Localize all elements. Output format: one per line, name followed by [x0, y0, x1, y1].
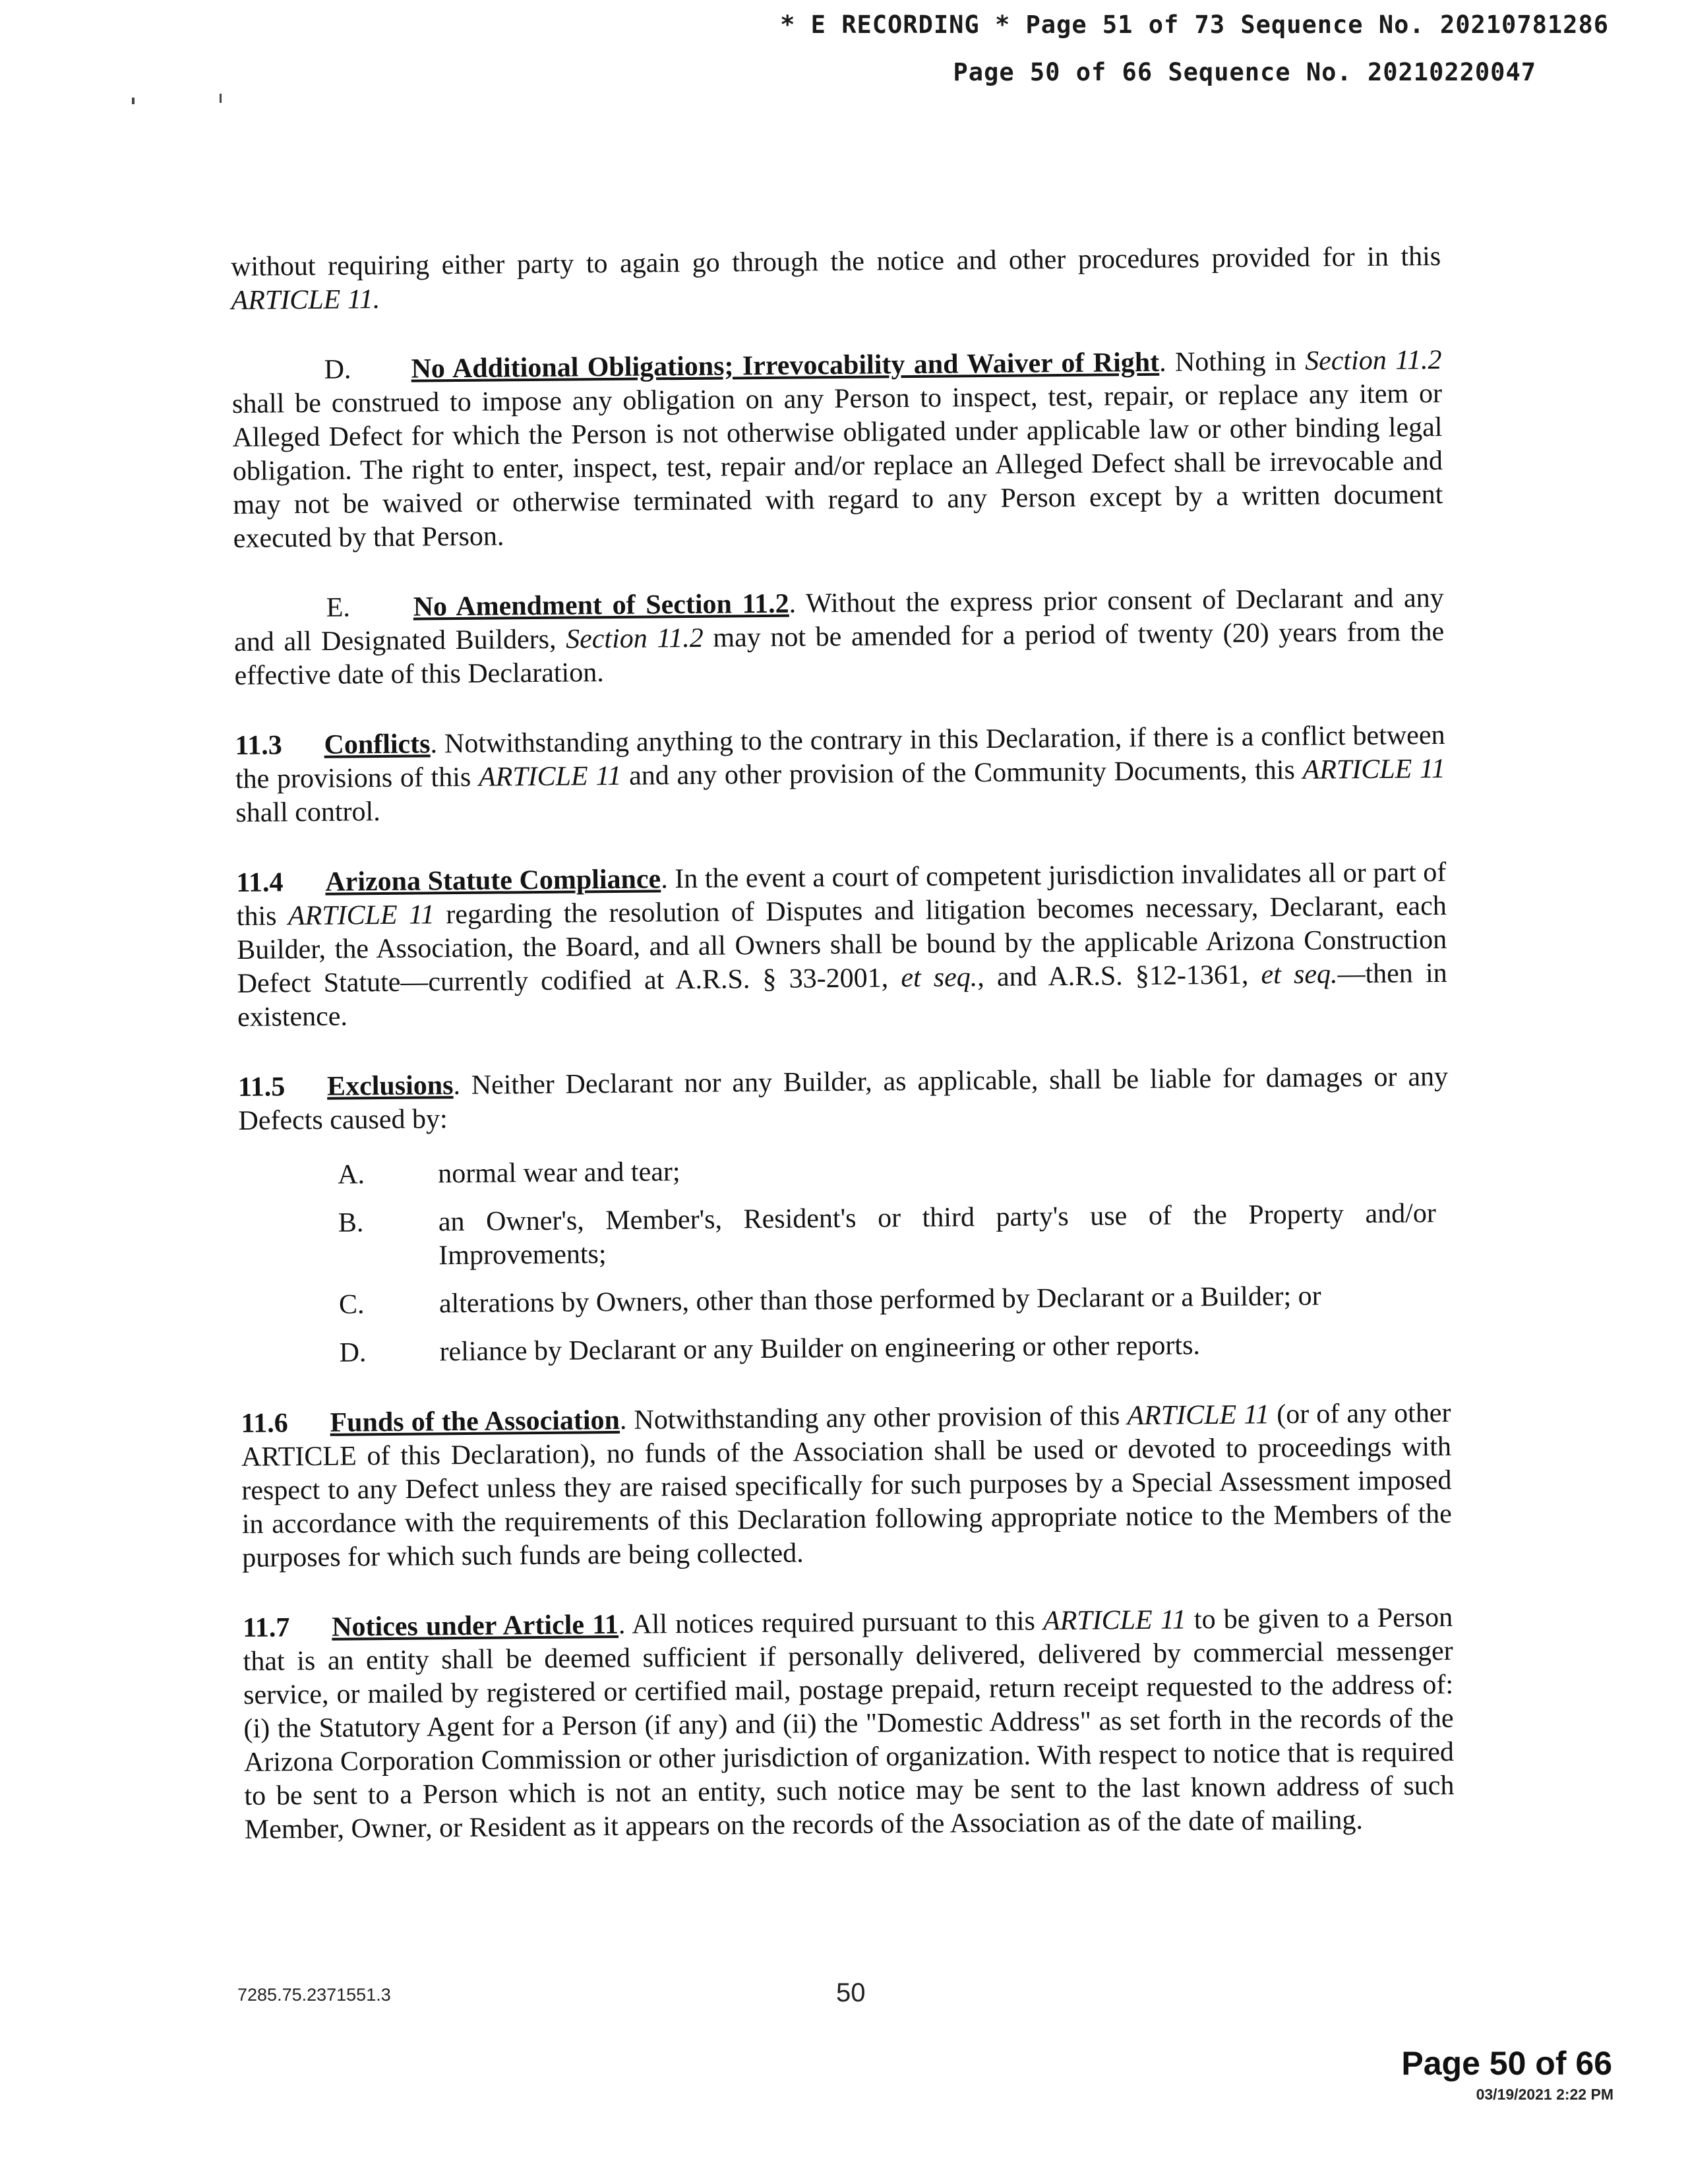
- section-number: 11.6: [241, 1408, 288, 1439]
- section-number: 11.5: [237, 1072, 286, 1103]
- section-number: 11.3: [235, 730, 282, 761]
- section-heading: Exclusions: [326, 1070, 454, 1102]
- article-ref: ARTICLE 11: [1302, 753, 1446, 785]
- section-heading: Notices under Article 11: [332, 1609, 619, 1643]
- section-11-3-paragraph: 11.3 Conflicts. Notwithstanding anything to the contrary in this Declaration, if there is a conflict between the provisions of this ARTICLE 11 and any other provision of the Community Documents, this ARTICLE 11 shall control.: [235, 719, 1446, 828]
- section-heading: Arizona Statute Compliance: [325, 864, 661, 897]
- list-item: [240, 1279, 1450, 1323]
- section-number: 11.4: [236, 867, 284, 898]
- item-label: B.: [338, 1207, 364, 1238]
- section-ref: Section 11.2: [565, 622, 704, 655]
- intro-paragraph: without requiring either party to again go through the notice and other procedures provided for in this ARTICLE 11.: [231, 241, 1441, 316]
- item-text: alterations by Owners, other than those performed by Declarant or a Builder; or: [438, 1281, 1321, 1320]
- article-ref: ARTICLE 11: [478, 760, 622, 793]
- section-heading: Conflicts: [324, 729, 431, 760]
- item-text: reliance by Declarant or any Builder on engineering or other reports.: [439, 1330, 1201, 1368]
- exclusions-list: [239, 1149, 1451, 1371]
- article-ref: ARTICLE 11: [1127, 1399, 1270, 1432]
- section-11-7-paragraph: 11.7 Notices under Article 11. All notices required pursuant to this ARTICLE 11 to be given to a Person that is an entity shall be deemed sufficient if personally delivered, delivered by commercial messenger service, or mailed by registered or certified mail, postage prepaid, return receipt requested to the address of: (i) the Statutory Agent for a Person (if any) and (ii) the "Domestic Address" as set forth in the records of the Arizona Corporation Commission or other jurisdiction of organization. With respect to notice that is required to be sent to a Person which is not an entity, such notice may be sent to the last known address of such Member, Owner, or Resident as it appears on the records of the Association as of the date of mailing.: [243, 1602, 1455, 1845]
- document-body: [231, 240, 1455, 1883]
- section-ref: Section 11.2: [1304, 344, 1442, 377]
- page-count-stamp: Page 50 of 66: [1401, 2045, 1612, 2082]
- article-ref: ARTICLE 11: [1042, 1604, 1186, 1637]
- section-d-paragraph: D. No Additional Obligations; Irrevocability and Waiver of Right. Nothing in Section 11.2 shall be construed to impose any obligation on any Person to inspect, test, repair, or replace any item or Alleged Defect for which the Person is not otherwise obligated under applicable law or other binding legal obligation. The right to enter, inspect, test, repair and/or replace an Alleged Defect shall be irrevocable and may not be waived or otherwise terminated with regard to any Person except by a written document executed by that Person.: [231, 344, 1443, 554]
- section-11-4-paragraph: 11.4 Arizona Statute Compliance. In the event a court of competent jurisdiction invalidates all or part of this ARTICLE 11 regarding the resolution of Disputes and litigation becomes necessary, Declarant, each Builder, the Association, the Board, and all Owners shall be bound by the applicable Arizona Construction Defect Statute—currently codified at A.R.S. § 33-2001, et seq., and A.R.S. §12-1361, et seq.—then in existence.: [236, 857, 1447, 1033]
- scan-speck: [220, 94, 222, 103]
- article-ref: ARTICLE 11.: [231, 284, 380, 316]
- article-ref: ARTICLE 11: [287, 899, 435, 932]
- scan-speck: [132, 98, 135, 104]
- section-heading: Funds of the Association: [330, 1405, 620, 1438]
- recording-stamp: * E RECORDING * Page 51 of 73 Sequence No. 20210781286: [780, 11, 1609, 39]
- item-label: A.: [338, 1159, 365, 1190]
- section-e-paragraph: E. No Amendment of Section 11.2. Without the express prior consent of Declarant and any and all Designated Builders, Section 11.2 may not be amended for a period of twenty (20) years from the effective date of this Declaration.: [233, 582, 1445, 691]
- section-label: D.: [324, 354, 351, 385]
- section-label: E.: [326, 592, 351, 623]
- item-label: C.: [338, 1289, 365, 1320]
- date-stamp: 03/19/2021 2:22 PM: [1476, 2086, 1613, 2103]
- item-text: normal wear and tear;: [438, 1157, 680, 1190]
- item-label: D.: [339, 1337, 367, 1368]
- list-item: [239, 1149, 1449, 1193]
- page-number: 50: [836, 1978, 866, 2007]
- section-11-5-paragraph: 11.5 Exclusions. Neither Declarant nor any Builder, as applicable, shall be liable for damages or any Defects caused by:: [237, 1061, 1449, 1136]
- section-heading: No Additional Obligations; Irrevocability and Waiver of Right: [411, 347, 1160, 384]
- list-item: [240, 1327, 1450, 1371]
- section-heading: No Amendment of Section 11.2: [413, 588, 789, 622]
- item-text: an Owner's, Member's, Resident's or third party's use of the Property and/or Improvements;: [438, 1198, 1437, 1271]
- section-11-6-paragraph: 11.6 Funds of the Association. Notwithstanding any other provision of this ARTICLE 11 (or of any other ARTICLE of this Declaration), no funds of the Association shall be used or devoted to proceedings with respect to any Defect unless they are raised specifically for such purposes by a Special Assessment imposed in accordance with the requirements of this Declaration following appropriate notice to the Members of the purposes for which such funds are being collected.: [241, 1397, 1452, 1573]
- section-number: 11.7: [243, 1612, 290, 1643]
- et-seq: et seq.: [901, 962, 978, 994]
- sequence-stamp: Page 50 of 66 Sequence No. 20210220047: [953, 58, 1536, 86]
- document-id: 7285.75.2371551.3: [237, 1985, 391, 2005]
- et-seq: et seq.: [1261, 959, 1338, 990]
- list-item: [239, 1197, 1450, 1275]
